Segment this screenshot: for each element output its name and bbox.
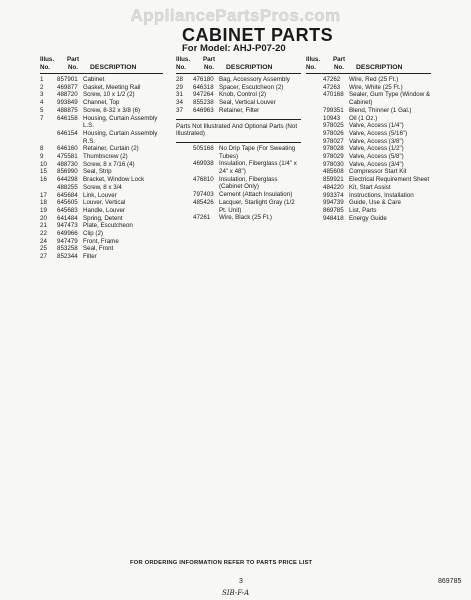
part-description: List, Parts — [349, 206, 377, 214]
part-number: 978029 — [323, 153, 344, 161]
illus-number: 7 — [40, 114, 44, 122]
part-number: 947479 — [57, 237, 78, 245]
illus-number: 10 — [40, 160, 47, 168]
part-number: 47262 — [323, 76, 341, 83]
illus-number: 29 — [176, 83, 183, 91]
column-header — [306, 54, 431, 74]
part-description: Louver, Vertical — [83, 199, 126, 207]
part-description: Screw, 8-32 x 3/8 (6) — [83, 106, 141, 114]
part-description: Spacer, Escutcheon (2) — [219, 83, 284, 91]
col2-extra-rows — [176, 145, 301, 222]
parts-row — [306, 138, 431, 146]
illus-header: Illus. No. — [306, 56, 321, 71]
part-description: Guide, Use & Care — [349, 199, 401, 207]
illus-number — [306, 84, 323, 92]
part-number: 484220 — [323, 183, 344, 191]
parts-row — [40, 215, 163, 223]
parts-row — [40, 130, 163, 145]
parts-row — [306, 115, 431, 123]
document-number: 869785 — [438, 578, 462, 585]
col3-rows — [306, 76, 431, 222]
part-description: Bag, Accessory Assembly — [219, 76, 290, 83]
illus-number: 34 — [176, 99, 183, 107]
parts-row — [306, 145, 431, 153]
part-number: 470168 — [323, 91, 344, 99]
part-number: 853258 — [57, 245, 78, 253]
part-description: Valve, Access (1/4") — [349, 122, 404, 130]
part-number: 797403 — [193, 191, 214, 199]
parts-row — [40, 230, 163, 238]
part-description: Compressor Start Kit — [349, 168, 407, 176]
part-description: Instructions, Installation — [349, 191, 414, 199]
part-description: Lacquer, Starlight Gray (1/2 Pt. Unit) — [219, 198, 295, 214]
illus-number: 28 — [176, 76, 183, 83]
illus-number: 17 — [40, 191, 47, 199]
part-description: Blend, Thinner (1 Gal.) — [349, 106, 412, 114]
part-description: Sealer, Gum Type (Window & Cabinet) — [349, 91, 431, 107]
illus-number — [306, 145, 323, 153]
illus-number — [306, 215, 323, 223]
part-description: Valve, Access (1/2") — [349, 145, 404, 153]
col2-rows — [176, 76, 301, 115]
illus-number — [40, 130, 57, 145]
parts-row — [306, 199, 431, 207]
part-description: Filter — [83, 253, 97, 261]
part-number: 645684 — [57, 191, 78, 199]
watermark: AppliancePartsPros.com — [130, 6, 341, 25]
part-description: Handle, Louver — [83, 206, 125, 214]
part-description: Thumbscrew (2) — [83, 153, 128, 161]
part-description: Cabinet — [83, 76, 105, 83]
illus-number: 4 — [40, 99, 44, 107]
part-number: 646154 — [57, 129, 78, 137]
part-number: 857901 — [57, 76, 78, 83]
parts-row — [40, 245, 163, 253]
part-description: Housing, Curtain Assembly R.S. — [83, 129, 158, 145]
part-number: 488720 — [57, 91, 78, 99]
part-description: Valve, Access (3/8") — [349, 137, 404, 145]
part-description: Link, Louver — [83, 191, 117, 199]
parts-row — [40, 184, 163, 192]
parts-row — [176, 84, 301, 92]
part-number: 475581 — [57, 153, 78, 161]
part-description: Valve, Access (5/8") — [349, 153, 404, 161]
part-description: Kit, Start Assist — [349, 183, 391, 191]
parts-row — [40, 176, 163, 184]
parts-row — [176, 76, 301, 84]
illus-number — [306, 138, 323, 146]
part-number: 476180 — [193, 76, 214, 83]
parts-row — [40, 168, 163, 176]
part-description: Knob, Control (2) — [219, 91, 267, 99]
parts-row — [40, 91, 163, 99]
illus-number: 25 — [40, 245, 47, 253]
parts-column-1 — [40, 54, 163, 261]
parts-row — [40, 115, 163, 130]
part-number: 469877 — [57, 83, 78, 91]
parts-column-2 — [176, 54, 301, 222]
parts-row — [306, 107, 431, 115]
illus-number: 18 — [40, 199, 47, 207]
part-number: 948418 — [323, 214, 344, 222]
parts-row — [40, 253, 163, 261]
parts-row — [176, 176, 301, 191]
parts-row — [306, 176, 431, 184]
part-description: Wire, Black (25 Ft.) — [219, 214, 272, 222]
parts-row — [176, 99, 301, 107]
part-number: 485608 — [323, 168, 344, 176]
parts-row — [306, 184, 431, 192]
part-number: 978028 — [323, 145, 344, 153]
illus-number — [306, 192, 323, 200]
part-number: 947473 — [57, 222, 78, 230]
parts-row — [306, 215, 431, 223]
part-description: Valve, Access (3/4") — [349, 160, 404, 168]
part-number: 646160 — [57, 145, 78, 153]
illus-number: 31 — [176, 91, 183, 99]
illus-number: 2 — [40, 83, 44, 91]
illus-number: 15 — [40, 168, 47, 176]
parts-row — [40, 84, 163, 92]
illus-number — [306, 130, 323, 138]
illus-number: 3 — [40, 91, 44, 99]
part-header: Part No. — [66, 56, 80, 71]
illus-number — [176, 145, 193, 160]
part-number: 505168 — [193, 144, 214, 152]
column-header — [176, 54, 301, 74]
part-description: Housing, Curtain Assembly L.S. — [83, 114, 158, 130]
illus-header: Illus. No. — [40, 56, 55, 71]
part-header: Part No. — [202, 56, 216, 71]
part-description: Bracket, Window Lock — [83, 176, 145, 184]
part-description: Wire, White (25 Ft.) — [349, 83, 403, 91]
part-description: Valve, Access (5/16") — [349, 129, 408, 137]
illus-number: 27 — [40, 253, 47, 261]
parts-row — [306, 168, 431, 176]
part-number: 646158 — [57, 114, 78, 122]
illus-number — [306, 122, 323, 130]
parts-row — [176, 107, 301, 115]
parts-row — [40, 76, 163, 84]
illus-number — [306, 91, 323, 106]
illus-number — [306, 107, 323, 115]
part-number: 47261 — [193, 214, 211, 222]
illus-number — [306, 153, 323, 161]
part-number: 641484 — [57, 214, 78, 222]
part-number: 488255 — [57, 183, 78, 191]
illus-number: 20 — [40, 214, 47, 222]
illus-number: 37 — [176, 106, 183, 114]
part-number: 993374 — [323, 191, 344, 199]
illus-number: 22 — [40, 230, 47, 238]
illus-number: 1 — [40, 76, 44, 83]
part-description: Energy Guide — [349, 214, 387, 222]
part-description: Seal, Vertical Louver — [219, 99, 276, 107]
parts-row — [306, 153, 431, 161]
illus-number — [40, 184, 57, 192]
illus-number: 24 — [40, 237, 47, 245]
page-number: 3 — [239, 578, 243, 585]
part-number: 10943 — [323, 114, 341, 122]
description-header: DESCRIPTION — [356, 64, 403, 71]
part-number: 47263 — [323, 83, 341, 91]
illus-number — [176, 191, 193, 199]
part-description: No Drip Tape (For Sweating Tubes) — [219, 144, 296, 160]
parts-row — [40, 161, 163, 169]
illus-number: 5 — [40, 106, 44, 114]
illus-number — [176, 199, 193, 214]
illus-number: 8 — [40, 145, 44, 153]
ordering-note: FOR ORDERING INFORMATION REFER TO PARTS PRICE LIST — [130, 560, 313, 566]
part-description: Retainer, Curtain (2) — [83, 145, 139, 153]
illus-number — [306, 184, 323, 192]
part-number: 869785 — [323, 206, 344, 214]
parts-row — [40, 238, 163, 246]
parts-row — [306, 76, 431, 84]
illus-number — [306, 176, 323, 184]
illus-number — [176, 160, 193, 175]
parts-row — [306, 122, 431, 130]
part-description: Cement (Attach Insulation) — [219, 191, 293, 199]
parts-row — [306, 91, 431, 106]
part-number: 799351 — [323, 106, 344, 114]
parts-row — [40, 145, 163, 153]
parts-row — [306, 130, 431, 138]
part-number: 646963 — [193, 106, 214, 114]
part-number: 855238 — [193, 99, 214, 107]
part-description: Plate, Escutcheon — [83, 222, 133, 230]
parts-row — [40, 199, 163, 207]
part-number: 488875 — [57, 106, 78, 114]
illus-number: 16 — [40, 176, 47, 184]
illus-number — [306, 161, 323, 169]
parts-row — [176, 145, 301, 160]
part-description: Front, Frame — [83, 237, 119, 245]
illus-number: 21 — [40, 222, 47, 230]
illus-header: Illus. No. — [176, 56, 191, 71]
illus-number — [306, 76, 323, 84]
illus-number — [306, 168, 323, 176]
parts-row — [176, 91, 301, 99]
description-header: DESCRIPTION — [226, 64, 273, 71]
part-number: 856990 — [57, 168, 78, 176]
part-number: 645683 — [57, 206, 78, 214]
not-illustrated-note: Parts Not Illustrated And Optional Parts (Not Illustrated) — [176, 122, 298, 138]
part-description: Oil (1 Oz.) — [349, 114, 378, 122]
illus-number: 9 — [40, 153, 44, 161]
part-number: 476810 — [193, 175, 214, 183]
part-number: 978027 — [323, 137, 344, 145]
part-number: 994739 — [323, 199, 344, 207]
part-number: 852344 — [57, 253, 78, 261]
parts-row — [306, 192, 431, 200]
divider — [176, 119, 301, 120]
parts-row — [306, 161, 431, 169]
col1-rows — [40, 76, 163, 261]
part-description: Seal, Front — [83, 245, 114, 253]
illus-number — [176, 176, 193, 191]
part-description: Gasket, Meeting Rail — [83, 83, 141, 91]
illus-number — [306, 115, 323, 123]
part-description: Insulation, Fiberglass (1/4" x 24" x 48") — [219, 160, 297, 176]
part-description: Seal, Strip — [83, 168, 112, 176]
part-description: Screw, 8 x 3/4 — [83, 183, 122, 191]
part-number: 859921 — [323, 176, 344, 184]
part-description: Insulation, Fiberglass (Cabinet Only) — [219, 175, 278, 191]
part-number: 978030 — [323, 160, 344, 168]
part-description: Screw, 8 x 7/16 (4) — [83, 160, 135, 168]
part-description: Screw, 10 x 1/2 (2) — [83, 91, 135, 99]
parts-row — [40, 222, 163, 230]
part-header: Part No. — [332, 56, 346, 71]
part-number: 978025 — [323, 122, 344, 130]
handwritten-note: SIB-F-A — [222, 589, 250, 597]
parts-row — [176, 160, 301, 175]
part-number: 993849 — [57, 99, 78, 107]
part-description: Channel, Top — [83, 99, 120, 107]
part-number: 646318 — [193, 83, 214, 91]
part-number: 649966 — [57, 230, 78, 238]
parts-row — [40, 207, 163, 215]
parts-row — [40, 153, 163, 161]
illus-number — [176, 214, 193, 222]
part-number: 469938 — [193, 160, 214, 168]
part-description: Spring, Detent — [83, 214, 123, 222]
part-description: Wire, Red (25 Ft.) — [349, 76, 399, 83]
part-description: Retainer, Filter — [219, 106, 260, 114]
illus-number: 19 — [40, 206, 47, 214]
part-description: Clip (2) — [83, 230, 103, 238]
illus-number — [306, 207, 323, 215]
parts-row — [40, 107, 163, 115]
part-number: 485426 — [193, 198, 214, 206]
parts-row — [176, 191, 301, 199]
parts-column-3 — [306, 54, 431, 222]
model-subtitle: For Model: AHJ-P07-20 — [182, 43, 286, 54]
parts-row — [176, 214, 301, 222]
part-number: 488730 — [57, 160, 78, 168]
part-number: 644298 — [57, 176, 78, 184]
parts-row — [176, 199, 301, 214]
part-number: 645605 — [57, 199, 78, 207]
part-number: 947264 — [193, 91, 214, 99]
parts-row — [306, 207, 431, 215]
part-number: 978026 — [323, 129, 344, 137]
description-header: DESCRIPTION — [90, 64, 137, 71]
column-header — [40, 54, 163, 74]
page-title: CABINET PARTS — [182, 25, 334, 45]
part-description: Electrical Requirement Sheet — [349, 176, 430, 184]
parts-row — [40, 192, 163, 200]
parts-row — [306, 84, 431, 92]
illus-number — [306, 199, 323, 207]
parts-row — [40, 99, 163, 107]
divider — [176, 142, 301, 143]
